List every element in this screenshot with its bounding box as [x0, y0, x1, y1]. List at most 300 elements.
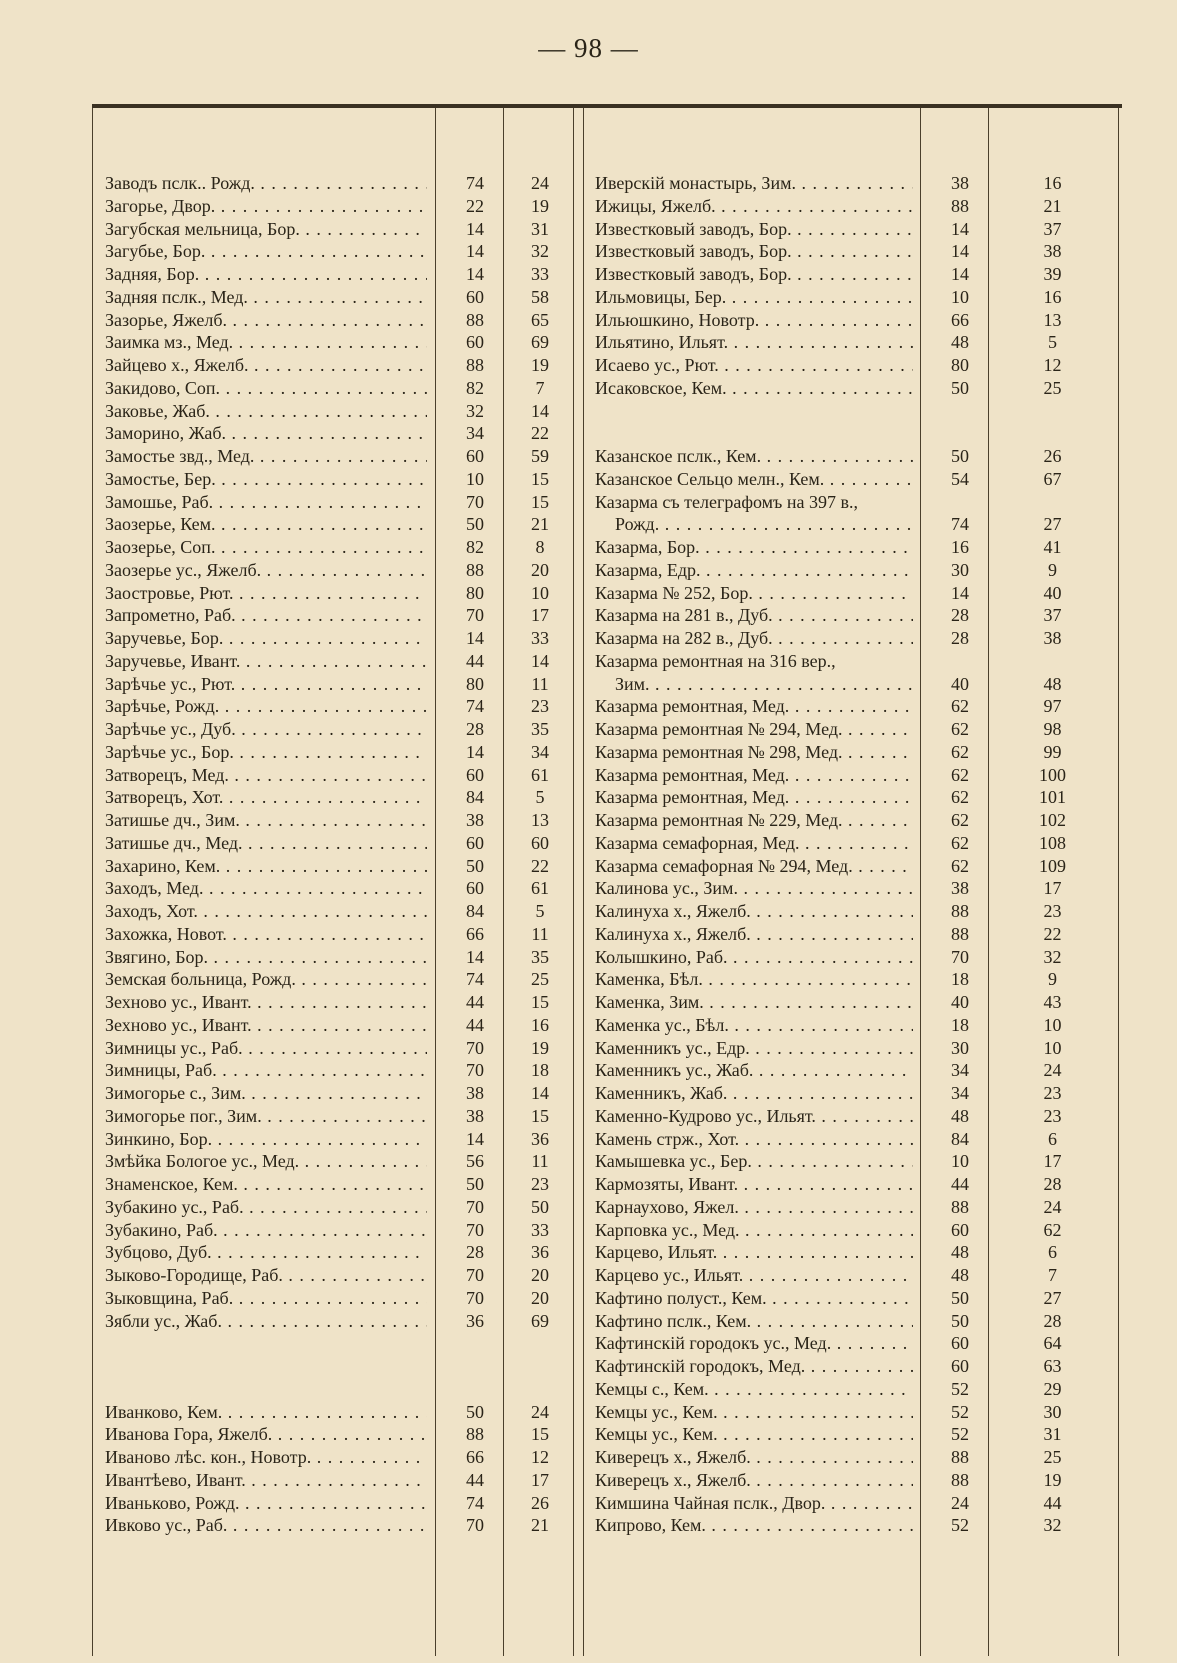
place-name: Исаковское, Кем. . . .: [595, 377, 913, 399]
place-name: Загорье, Двор. . . .: [105, 195, 427, 217]
district-number: 28: [951, 628, 969, 648]
place-name: Затворецъ, Хот. . . .: [105, 786, 427, 808]
district-number: 88: [951, 1447, 969, 1467]
district-number: 66: [466, 1447, 484, 1467]
district-number: 14: [466, 264, 484, 284]
place-name: Каменникъ ус., Жаб. . . .: [595, 1059, 913, 1081]
place-name: Заозерье ус., Яжелб. . . .: [105, 559, 427, 581]
place-name: Замошье, Раб. . . .: [105, 491, 427, 513]
entry-number: 25: [1043, 1447, 1062, 1467]
entry-number: 101: [1039, 787, 1066, 808]
district-number: 80: [466, 673, 484, 694]
column-rule: [573, 108, 574, 1656]
district-number: 38: [951, 173, 969, 193]
entry-number: 50: [531, 1196, 549, 1217]
district-number: 62: [951, 741, 969, 762]
entry-number: 8: [535, 537, 545, 557]
district-number: 70: [466, 1287, 484, 1308]
district-number: 88: [466, 1424, 484, 1445]
district-number: 56: [466, 1151, 484, 1172]
place-name: Заручевье, Ивант. . . .: [105, 650, 427, 672]
district-number: 74: [466, 1492, 484, 1513]
entry-number: 102: [1039, 810, 1066, 830]
place-name: Заходъ, Хот. . . .: [105, 900, 427, 922]
place-name: Карцево, Ильят. . . .: [595, 1241, 913, 1263]
district-number: 88: [951, 923, 969, 944]
entry-number: 38: [1043, 241, 1062, 262]
entry-number: 17: [1043, 1151, 1062, 1172]
district-number: 70: [466, 605, 484, 626]
place-name: Заозерье, Кем. . . .: [105, 513, 427, 535]
place-name: Кафтинскій городокъ ус., Мед. . . .: [595, 1332, 913, 1354]
entry-number: 38: [1043, 628, 1062, 648]
entry-number: 17: [531, 605, 549, 626]
place-name: Ижицы, Яжелб. . . .: [595, 195, 913, 217]
place-name: Каменка, Зим. . . .: [595, 991, 913, 1013]
entry-number: 18: [531, 1060, 549, 1081]
entry-number: 21: [531, 514, 549, 535]
top-rule: [92, 104, 1122, 108]
district-number: 74: [466, 173, 484, 193]
entry-number: 29: [1043, 1378, 1062, 1399]
district-number: 44: [466, 650, 484, 671]
place-name: Ивантѣево, Ивант. . . .: [105, 1469, 427, 1491]
place-name: Зарѣчье, Рожд. . . .: [105, 695, 427, 717]
district-number: 84: [466, 901, 484, 921]
place-name: Казарма ремонтная, Мед. . . .: [595, 695, 913, 717]
district-number: 48: [951, 1265, 969, 1285]
place-name: Земская больница, Рожд. . . .: [105, 968, 427, 990]
entry-number: 108: [1039, 832, 1066, 853]
place-name: Калинуха х., Яжелб. . . .: [595, 923, 913, 945]
place-name: Казарма № 252, Бор. . . .: [595, 582, 913, 604]
column-rule: [435, 108, 436, 1656]
district-number: 60: [951, 1356, 969, 1376]
district-number: 34: [951, 1083, 969, 1103]
entry-number: 17: [1043, 878, 1062, 899]
district-number: 52: [951, 1378, 969, 1399]
district-number: 70: [466, 1265, 484, 1285]
entry-number: 35: [531, 719, 549, 739]
place-name: Карнаухово, Яжел. . . .: [595, 1196, 913, 1218]
district-number: 66: [951, 309, 969, 330]
entry-number: 11: [531, 673, 549, 694]
place-name: Каменникъ ус., Едр. . . .: [595, 1037, 913, 1059]
place-name: Зимницы, Раб. . . .: [105, 1059, 427, 1081]
place-name: Зайцево х., Яжелб. . . .: [105, 354, 427, 376]
place-name: Казарма на 282 в., Дуб. . . .: [595, 627, 913, 649]
entry-number: 65: [531, 309, 549, 330]
district-number: 52: [951, 1401, 969, 1422]
district-number: 74: [951, 514, 969, 535]
district-number: 74: [466, 969, 484, 990]
place-name: Казанское пслк., Кем. . . .: [595, 445, 913, 467]
place-name: Казарма ремонтная, Мед. . . .: [595, 786, 913, 808]
entry-number: 11: [531, 1151, 549, 1172]
entry-number: 32: [1043, 946, 1062, 967]
place-name: Зехново ус., Ивант. . . .: [105, 1014, 427, 1036]
place-name: Задняя пслк., Мед. . . .: [105, 286, 427, 308]
district-number: 70: [951, 946, 969, 967]
entry-number: 16: [1043, 286, 1062, 307]
entry-number: 19: [531, 195, 549, 216]
place-name: Зимогорье пог., Зим. . . .: [105, 1105, 427, 1127]
place-name: Заводъ пслк.. Рожд. . . .: [105, 172, 427, 194]
column-rule: [920, 108, 921, 1656]
place-name: Казарма, Бор. . . .: [595, 536, 913, 558]
district-number: 14: [466, 628, 484, 648]
district-number: 48: [951, 1105, 969, 1126]
entry-number: 22: [531, 855, 549, 876]
column-rule: [92, 108, 93, 1656]
place-name: Замостье звд., Мед. . . .: [105, 445, 427, 467]
entry-number: 58: [531, 286, 549, 307]
entry-number: 61: [531, 878, 549, 899]
entry-number: 33: [531, 1219, 549, 1240]
entry-number: 24: [1043, 1060, 1062, 1081]
entry-number: 12: [1043, 355, 1062, 375]
entry-number: 17: [531, 1469, 549, 1490]
place-name: Звягино, Бор. . . .: [105, 946, 427, 968]
district-number: 50: [951, 377, 969, 398]
place-name: Захарино, Кем. . . .: [105, 855, 427, 877]
entry-number: 69: [531, 332, 549, 353]
entry-number: 11: [531, 923, 549, 944]
place-name: Известковый заводъ, Бор. . . .: [595, 240, 913, 262]
district-number: 32: [466, 400, 484, 421]
place-name: Карповка ус., Мед. . . .: [595, 1219, 913, 1241]
entry-number: 14: [531, 1083, 549, 1103]
entry-number: 41: [1043, 537, 1062, 557]
entry-number: 7: [1048, 1265, 1057, 1285]
entry-number: 14: [531, 400, 549, 421]
district-number: 48: [951, 332, 969, 353]
district-number: 14: [951, 582, 969, 603]
entry-number: 19: [1043, 1469, 1062, 1490]
entry-number: 100: [1039, 764, 1066, 785]
place-name: Заозерье, Соп. . . .: [105, 536, 427, 558]
district-number: 44: [951, 1174, 969, 1194]
district-number: 60: [466, 832, 484, 853]
entry-number: 61: [531, 764, 549, 785]
place-name: Кемцы ус., Кем. . . .: [595, 1401, 913, 1423]
column-rule: [1118, 108, 1119, 1656]
district-number: 44: [466, 1469, 484, 1490]
district-number: 88: [951, 901, 969, 921]
district-number: 14: [466, 946, 484, 967]
place-name: Казарма ремонтная № 229, Мед. . . .: [595, 809, 913, 831]
entry-number: 23: [1043, 1105, 1062, 1126]
place-name: Исаево ус., Рют. . . .: [595, 354, 913, 376]
place-name: Зубакино ус., Раб. . . .: [105, 1196, 427, 1218]
district-number: 66: [466, 923, 484, 944]
place-name: Киверецъ х., Яжелб. . . .: [595, 1446, 913, 1468]
place-name: Каменно-Кудрово ус., Ильят. . . .: [595, 1105, 913, 1127]
place-name: Ильятино, Ильят. . . .: [595, 331, 913, 353]
place-name: Затишье дч., Мед. . . .: [105, 832, 427, 854]
district-number: 18: [951, 1014, 969, 1035]
district-number: 80: [466, 582, 484, 603]
place-name: Зарѣчье ус., Бор. . . .: [105, 741, 427, 763]
district-number: 62: [951, 696, 969, 717]
entry-number: 24: [531, 1401, 549, 1422]
entry-number: 39: [1043, 264, 1062, 284]
entry-number: 24: [531, 173, 549, 193]
place-name: Колышкино, Раб. . . .: [595, 946, 913, 968]
entry-number: 98: [1043, 719, 1062, 739]
district-number: 30: [951, 1037, 969, 1058]
district-number: 28: [466, 1242, 484, 1263]
district-number: 34: [466, 423, 484, 444]
district-number: 38: [466, 1105, 484, 1126]
place-name: Зубакино, Раб. . . .: [105, 1219, 427, 1241]
column-rule: [988, 108, 989, 1656]
place-name: Задняя, Бор. . . .: [105, 263, 427, 285]
district-number: 82: [466, 377, 484, 398]
entry-number: 40: [1043, 582, 1062, 603]
district-number: 28: [466, 719, 484, 739]
entry-number: 19: [531, 355, 549, 375]
place-name: Каменка ус., Бѣл. . . .: [595, 1014, 913, 1036]
district-number: 14: [951, 241, 969, 262]
district-number: 28: [951, 605, 969, 626]
place-name: Заморино, Жаб. . . .: [105, 422, 427, 444]
district-number: 14: [466, 1128, 484, 1149]
place-name: Зыково-Городище, Раб. . . .: [105, 1264, 427, 1286]
district-number: 38: [951, 878, 969, 899]
entry-number: 30: [1043, 1401, 1062, 1422]
place-name: Казарма ремонтная № 298, Мед. . . .: [595, 741, 913, 763]
entry-number: 34: [531, 741, 549, 762]
place-name: Иваново лѣс. кон., Новотр. . . .: [105, 1446, 427, 1468]
place-name: Казанское Сельцо мелн., Кем. . . .: [595, 468, 913, 490]
place-name: Зарѣчье ус., Дуб. . . .: [105, 718, 427, 740]
entry-number: 63: [1043, 1356, 1062, 1376]
place-name: Камень стрж., Хот. . . .: [595, 1128, 913, 1150]
district-number: 14: [466, 741, 484, 762]
district-number: 88: [951, 195, 969, 216]
entry-number: 15: [531, 468, 549, 489]
place-name: Кафтинскій городокъ, Мед. . . .: [595, 1355, 913, 1377]
district-number: 84: [951, 1128, 969, 1149]
place-name: Зубцово, Дуб. . . .: [105, 1241, 427, 1263]
entry-number: 6: [1048, 1242, 1057, 1263]
district-number: 88: [951, 1469, 969, 1490]
entry-number: 109: [1039, 855, 1066, 876]
entry-number: 28: [1043, 1310, 1062, 1331]
place-name: Знаменское, Кем. . . .: [105, 1173, 427, 1195]
entry-number: 13: [1043, 309, 1062, 330]
entry-number: 24: [1043, 1196, 1062, 1217]
entry-number: 32: [531, 241, 549, 262]
place-name: Кимшина Чайная пслк., Двор. . . .: [595, 1492, 913, 1514]
place-name: Иванково, Кем. . . .: [105, 1401, 427, 1423]
district-number: 44: [466, 992, 484, 1012]
district-number: 52: [951, 1424, 969, 1445]
district-number: 40: [951, 673, 969, 694]
entry-number: 22: [1043, 923, 1062, 944]
district-number: 16: [951, 537, 969, 557]
place-name: Казарма съ телеграфомъ на 397 в.,: [595, 491, 858, 512]
district-number: 62: [951, 764, 969, 785]
place-name: Зехново ус., Ивант. . . .: [105, 991, 427, 1013]
district-number: 88: [466, 559, 484, 580]
district-number: 10: [951, 286, 969, 307]
district-number: 44: [466, 1014, 484, 1035]
district-number: 62: [951, 855, 969, 876]
place-name: Зимогорье с., Зим. . . .: [105, 1082, 427, 1104]
entry-number: 35: [531, 946, 549, 967]
entry-number: 20: [531, 559, 549, 580]
district-number: 50: [466, 514, 484, 535]
district-number: 50: [951, 1310, 969, 1331]
district-number: 50: [466, 1174, 484, 1194]
entry-number: 15: [531, 491, 549, 512]
entry-number: 43: [1043, 992, 1062, 1012]
place-name: Кафтино пслк., Кем. . . .: [595, 1310, 913, 1332]
district-number: 70: [466, 491, 484, 512]
district-number: 60: [466, 764, 484, 785]
place-name: Казарма, Едр. . . .: [595, 559, 913, 581]
district-number: 14: [466, 241, 484, 262]
place-name: Кипрово, Кем. . . .: [595, 1514, 913, 1536]
entry-number: 12: [531, 1447, 549, 1467]
district-number: 50: [466, 1401, 484, 1422]
place-name: Затворецъ, Мед. . . .: [105, 764, 427, 786]
entry-number: 15: [531, 992, 549, 1012]
place-name: Заковье, Жаб. . . .: [105, 400, 427, 422]
entry-number: 20: [531, 1265, 549, 1285]
entry-number: 27: [1043, 514, 1062, 535]
entry-number: 27: [1043, 1287, 1062, 1308]
entry-number: 21: [531, 1515, 549, 1536]
place-name: Загубье, Бор. . . .: [105, 240, 427, 262]
entry-number: 97: [1043, 696, 1062, 717]
place-name: Калинуха х., Яжелб. . . .: [595, 900, 913, 922]
entry-number: 23: [531, 1174, 549, 1194]
entry-number: 33: [531, 628, 549, 648]
district-number: 74: [466, 696, 484, 717]
entry-number: 6: [1048, 1128, 1057, 1149]
district-number: 18: [951, 969, 969, 990]
place-name: Змѣйка Бологое ус., Мед. . . .: [105, 1150, 427, 1172]
entry-number: 23: [1043, 901, 1062, 921]
entry-number: 14: [531, 650, 549, 671]
district-number: 88: [951, 1196, 969, 1217]
entry-number: 28: [1043, 1174, 1062, 1194]
district-number: 70: [466, 1196, 484, 1217]
entry-number: 21: [1043, 195, 1062, 216]
place-name: Известковый заводъ, Бор. . . .: [595, 218, 913, 240]
place-name: Известковый заводъ, Бор. . . .: [595, 263, 913, 285]
district-number: 60: [951, 1219, 969, 1240]
place-name: Зыковщина, Раб. . . .: [105, 1287, 427, 1309]
place-name: Иванова Гора, Яжелб. . . .: [105, 1423, 427, 1445]
district-number: 60: [951, 1333, 969, 1354]
district-number: 60: [466, 878, 484, 899]
district-number: 82: [466, 537, 484, 557]
district-number: 36: [466, 1310, 484, 1331]
entry-number: 31: [531, 218, 549, 239]
district-number: 62: [951, 719, 969, 739]
district-number: 62: [951, 787, 969, 808]
entry-number: 10: [531, 582, 549, 603]
entry-number: 67: [1043, 468, 1062, 489]
district-number: 48: [951, 1242, 969, 1263]
place-name: Камышевка ус., Бер. . . .: [595, 1150, 913, 1172]
place-name: Зазорье, Яжелб. . . .: [105, 309, 427, 331]
entry-number: 33: [531, 264, 549, 284]
place-name: Зим. . . .: [615, 673, 913, 695]
place-name: Казарма ремонтная № 294, Мед. . . .: [595, 718, 913, 740]
entry-number: 26: [531, 1492, 549, 1513]
place-name: Заимка мз., Мед. . . .: [105, 331, 427, 353]
entry-number: 19: [531, 1037, 549, 1058]
entry-number: 10: [1043, 1037, 1062, 1058]
place-name: Казарма семафорная № 294, Мед. . . .: [595, 855, 913, 877]
district-number: 10: [951, 1151, 969, 1172]
district-number: 88: [466, 355, 484, 375]
district-number: 62: [951, 832, 969, 853]
district-number: 34: [951, 1060, 969, 1081]
entry-number: 7: [535, 377, 545, 398]
district-number: 52: [951, 1515, 969, 1536]
place-name: Зимницы ус., Раб. . . .: [105, 1037, 427, 1059]
page-number: — 98 —: [538, 33, 639, 63]
district-number: 70: [466, 1037, 484, 1058]
entry-number: 25: [1043, 377, 1062, 398]
entry-number: 20: [531, 1287, 549, 1308]
place-name: Иваньково, Рожд. . . .: [105, 1492, 427, 1514]
entry-number: 5: [535, 787, 545, 808]
district-number: 30: [951, 559, 969, 580]
district-number: 70: [466, 1060, 484, 1081]
place-name: Киверецъ х., Яжелб. . . .: [595, 1469, 913, 1491]
entry-number: 5: [535, 901, 545, 921]
place-name: Загубская мельница, Бор. . . .: [105, 218, 427, 240]
district-number: 60: [466, 286, 484, 307]
district-number: 38: [466, 810, 484, 830]
district-number: 38: [466, 1083, 484, 1103]
district-number: 14: [466, 218, 484, 239]
entry-number: 48: [1043, 673, 1062, 694]
district-number: 80: [951, 355, 969, 375]
place-name: Запрометно, Раб. . . .: [105, 604, 427, 626]
district-number: 62: [951, 810, 969, 830]
district-number: 70: [466, 1515, 484, 1536]
district-number: 14: [951, 218, 969, 239]
entry-number: 36: [531, 1128, 549, 1149]
entry-number: 23: [1043, 1083, 1062, 1103]
district-number: 54: [951, 468, 969, 489]
entry-number: 69: [531, 1310, 549, 1331]
entry-number: 25: [531, 969, 549, 990]
district-number: 84: [466, 787, 484, 808]
place-name: Заручевье, Бор. . . .: [105, 627, 427, 649]
entry-number: 99: [1043, 741, 1062, 762]
place-name: Заходъ, Мед. . . .: [105, 877, 427, 899]
district-number: 40: [951, 992, 969, 1012]
place-name: Казарма ремонтная, Мед. . . .: [595, 764, 913, 786]
place-name: Казарма ремонтная на 316 вер.,: [595, 650, 836, 671]
district-number: 60: [466, 332, 484, 353]
place-name: Каменка, Бѣл. . . .: [595, 968, 913, 990]
entry-number: 59: [531, 446, 549, 466]
entry-number: 60: [531, 832, 549, 853]
entry-number: 13: [531, 810, 549, 830]
district-number: 50: [466, 855, 484, 876]
district-number: 22: [466, 195, 484, 216]
